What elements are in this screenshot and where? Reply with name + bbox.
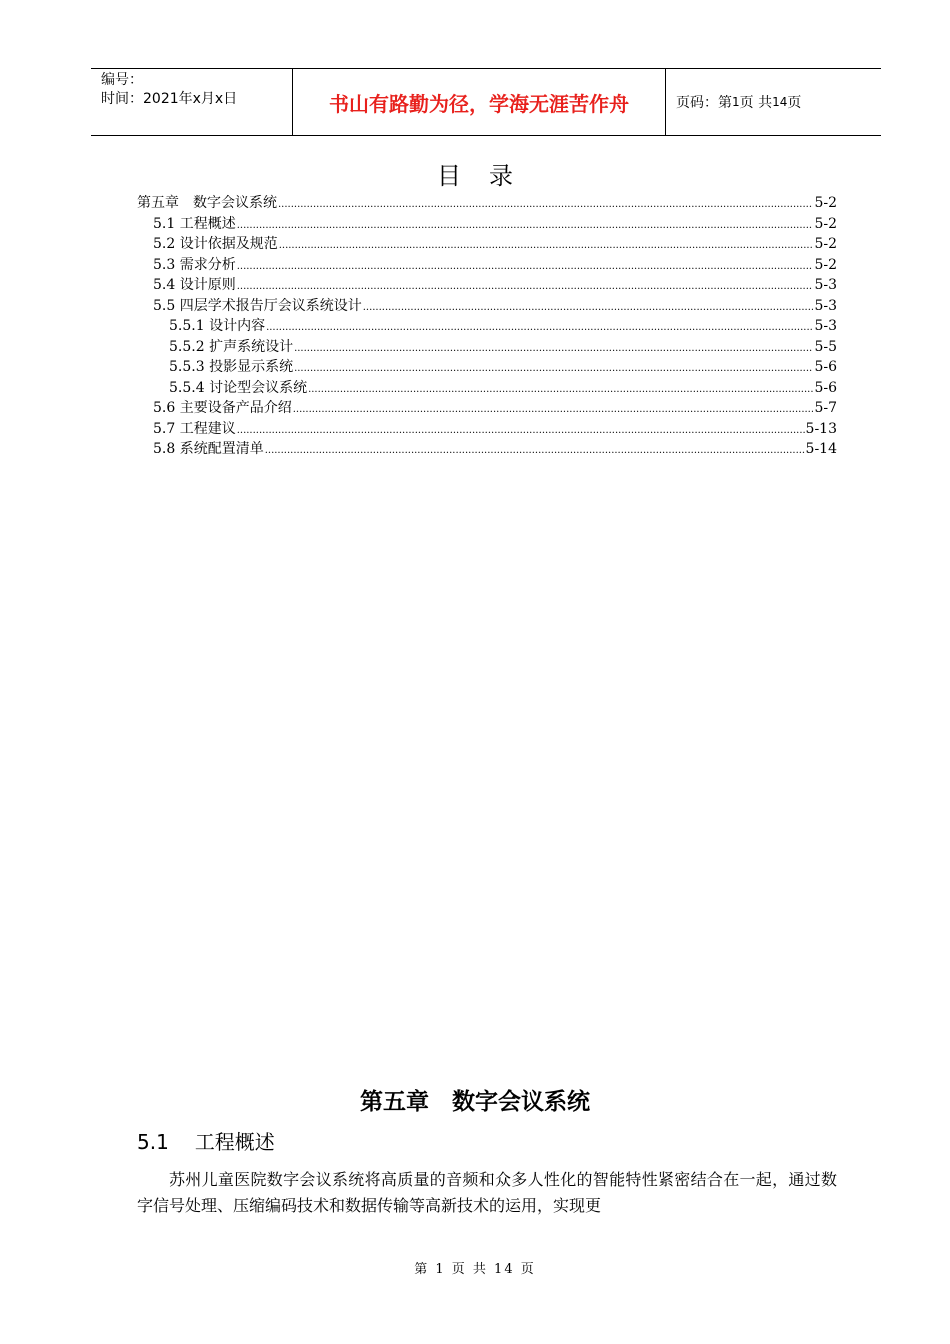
toc-entry[interactable] — [137, 275, 837, 296]
page-suffix: 页 — [787, 95, 802, 111]
toc-entry-label: 第五章 数字会议系统 — [137, 195, 277, 211]
page-prefix: 页码：第 — [676, 95, 732, 111]
page-current: 1 — [732, 95, 740, 109]
code-label: 编号： — [101, 72, 143, 88]
toc-entry-label: 5.5.3 投影显示系统 — [169, 359, 294, 375]
toc-entry-label: 5.5.1 设计内容 — [169, 318, 266, 334]
toc-leader-dots — [237, 275, 814, 296]
toc-entry-page: 5-5 — [814, 338, 837, 355]
toc-leader-dots — [294, 357, 813, 378]
page-footer: 第 1 页 共 14 页 — [414, 1262, 536, 1277]
toc-entry-label: 5.8 系统配置清单 — [153, 441, 264, 457]
toc-leader-dots — [265, 439, 805, 460]
toc-leader-dots — [294, 337, 813, 358]
toc-entry-label: 5.7 工程建议 — [153, 420, 236, 437]
toc-entry-page: 5-2 — [814, 195, 837, 211]
toc-entry-label: 5.5 四层学术报告厅会议系统设计 — [153, 297, 362, 314]
header-page-number — [666, 69, 881, 135]
toc-leader-dots — [363, 296, 814, 317]
toc-entry-page: 5-7 — [814, 400, 837, 416]
toc-entry[interactable] — [137, 419, 837, 440]
toc-entry[interactable] — [137, 378, 837, 399]
toc-entry[interactable] — [137, 255, 837, 276]
page-mid: 页 共 — [739, 95, 773, 111]
toc-entry-page: 5-13 — [805, 420, 837, 437]
toc-entry-page: 5-3 — [814, 318, 837, 334]
toc-entry[interactable] — [137, 398, 837, 419]
table-of-contents — [137, 193, 837, 460]
section-title: 工程概述 — [194, 1130, 275, 1154]
toc-entry[interactable] — [137, 439, 837, 460]
toc-leader-dots — [237, 214, 814, 235]
toc-entry[interactable] — [137, 214, 837, 235]
toc-leader-dots — [237, 419, 805, 440]
toc-entry-label: 5.5.2 扩声系统设计 — [169, 338, 294, 355]
toc-entry[interactable] — [137, 234, 837, 255]
toc-entry-page: 5-14 — [805, 441, 837, 457]
toc-entry-page: 5-3 — [814, 297, 837, 314]
toc-entry-page: 5-3 — [814, 277, 837, 293]
toc-leader-dots — [293, 398, 814, 419]
toc-entry[interactable] — [137, 296, 837, 317]
toc-entry-label: 5.6 主要设备产品介绍 — [153, 400, 292, 416]
toc-entry-label: 5.3 需求分析 — [153, 256, 236, 273]
header-meta — [91, 69, 293, 135]
toc-leader-dots — [278, 193, 813, 214]
toc-entry[interactable] — [137, 316, 837, 337]
toc-entry-label: 5.2 设计依据及规范 — [153, 236, 278, 252]
toc-entry-label: 5.5.4 讨论型会议系统 — [169, 379, 308, 396]
toc-title: 目录 — [437, 162, 541, 190]
page-total: 14 — [772, 95, 788, 109]
toc-entry[interactable] — [137, 357, 837, 378]
toc-entry-page: 5-2 — [814, 256, 837, 273]
toc-entry[interactable] — [137, 337, 837, 358]
body-paragraph: 苏州儿童医院数字会议系统将高质量的音频和众多人性化的智能特性紧密结合在一起，通过数字信号处理、压缩编码技术和数据传输等高新技术的运用，实现更 — [137, 1170, 837, 1215]
toc-entry-label: 5.1 工程概述 — [153, 215, 236, 232]
toc-entry-page: 5-2 — [814, 236, 837, 252]
toc-leader-dots — [266, 316, 813, 337]
section-heading — [137, 1126, 275, 1155]
time-label: 时间：2021年x月x日 — [101, 91, 238, 107]
toc-entry-page: 5-6 — [814, 379, 837, 396]
toc-leader-dots — [279, 234, 814, 255]
header-motto: 书山有路勤为径，学海无涯苦作舟 — [293, 69, 666, 135]
toc-entry-label: 5.4 设计原则 — [153, 277, 236, 293]
section-number: 5.1 — [137, 1130, 169, 1154]
chapter-title: 第五章 数字会议系统 — [360, 1089, 590, 1115]
page-header — [91, 68, 881, 136]
toc-entry-page: 5-2 — [814, 215, 837, 232]
toc-entry-page: 5-6 — [814, 359, 837, 375]
toc-entry[interactable] — [137, 193, 837, 214]
toc-leader-dots — [308, 378, 813, 399]
toc-leader-dots — [237, 255, 814, 276]
